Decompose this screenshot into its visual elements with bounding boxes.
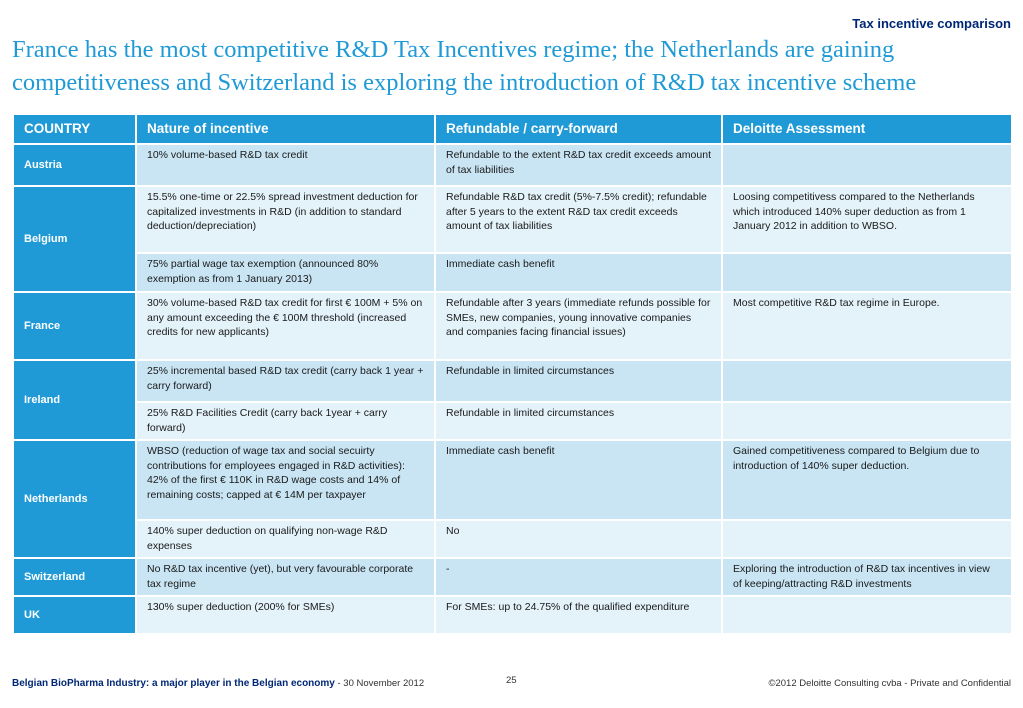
- header-nature: Nature of incentive: [136, 114, 435, 144]
- country-cell: Switzerland: [13, 558, 136, 596]
- table-row: [13, 253, 1012, 292]
- nature-cell: WBSO (reduction of wage tax and social secuirty contributions for employees engaged in R&D activities): 42% of the first € 110K in R&D wage costs and 14% of remaining costs; capped at € 14M per taxpayer: [136, 440, 435, 520]
- assessment-cell: [722, 360, 1012, 402]
- assessment-cell: Exploring the introduction of R&D tax incentives in view of keeping/attracting R&D investments: [722, 558, 1012, 596]
- table-row: [13, 596, 1012, 634]
- footer-title-text: Belgian BioPharma Industry: a major player in the Belgian economy: [12, 678, 335, 689]
- table-row: [13, 186, 1012, 253]
- refund-cell: No: [435, 520, 722, 558]
- table-row: [13, 144, 1012, 186]
- country-cell: Belgium: [13, 186, 136, 292]
- refund-cell: Immediate cash benefit: [435, 253, 722, 292]
- header-refundable: Refundable / carry-forward: [435, 114, 722, 144]
- header-country: COUNTRY: [13, 114, 136, 144]
- country-cell: Netherlands: [13, 440, 136, 558]
- nature-cell: 15.5% one-time or 22.5% spread investment deduction for capitalized investments in R&D (in addition to standard deduction/depreciation): [136, 186, 435, 253]
- assessment-cell: [722, 596, 1012, 634]
- refund-cell: Refundable R&D tax credit (5%-7.5% credit); refundable after 5 years to the extent R&D tax credit exceeds amount of tax liabilities: [435, 186, 722, 253]
- table-row: [13, 520, 1012, 558]
- footer-title: [12, 678, 424, 689]
- footer-copyright: ©2012 Deloitte Consulting cvba - Private and Confidential: [768, 678, 1011, 689]
- table-row: [13, 440, 1012, 520]
- table-row: [13, 402, 1012, 440]
- assessment-cell: Loosing competitivess compared to the Netherlands which introduced 140% super deduction as from 1 January 2012 in addition to WBSO.: [722, 186, 1012, 253]
- country-cell: France: [13, 292, 136, 360]
- nature-cell: 140% super deduction on qualifying non-wage R&D expenses: [136, 520, 435, 558]
- nature-cell: 75% partial wage tax exemption (announced 80% exemption as from 1 January 2013): [136, 253, 435, 292]
- refund-cell: Refundable to the extent R&D tax credit exceeds amount of tax liabilities: [435, 144, 722, 186]
- assessment-cell: [722, 402, 1012, 440]
- nature-cell: 30% volume-based R&D tax credit for first € 100M + 5% on any amount exceeding the € 100M threshold (increased credits for new applicants): [136, 292, 435, 360]
- assessment-cell: Most competitive R&D tax regime in Europe.: [722, 292, 1012, 360]
- section-tag: Tax incentive comparison: [852, 16, 1011, 31]
- country-cell: Austria: [13, 144, 136, 186]
- page-number: 25: [506, 675, 517, 686]
- nature-cell: 10% volume-based R&D tax credit: [136, 144, 435, 186]
- assessment-cell: [722, 253, 1012, 292]
- table-row: [13, 558, 1012, 596]
- page-headline: France has the most competitive R&D Tax Incentives regime; the Netherlands are gaining competitiveness and Switzerland is exploring the introduction of R&D tax incentive scheme: [12, 36, 917, 96]
- assessment-cell: Gained competitiveness compared to Belgium due to introduction of 140% super deduction.: [722, 440, 1012, 520]
- refund-cell: For SMEs: up to 24.75% of the qualified expenditure: [435, 596, 722, 634]
- incentive-table: [12, 113, 1013, 635]
- refund-cell: Refundable in limited circumstances: [435, 402, 722, 440]
- refund-cell: Refundable after 3 years (immediate refunds possible for SMEs, new companies, young innovative companies and companies facing financial issues): [435, 292, 722, 360]
- assessment-cell: [722, 520, 1012, 558]
- assessment-cell: [722, 144, 1012, 186]
- nature-cell: No R&D tax incentive (yet), but very favourable corporate tax regime: [136, 558, 435, 596]
- table-row: [13, 360, 1012, 402]
- refund-cell: Immediate cash benefit: [435, 440, 722, 520]
- header-assessment: Deloitte Assessment: [722, 114, 1012, 144]
- table-header-row: [13, 114, 1012, 144]
- refund-cell: Refundable in limited circumstances: [435, 360, 722, 402]
- refund-cell: -: [435, 558, 722, 596]
- country-cell: Ireland: [13, 360, 136, 440]
- nature-cell: 25% R&D Facilities Credit (carry back 1year + carry forward): [136, 402, 435, 440]
- country-cell: UK: [13, 596, 136, 634]
- nature-cell: 25% incremental based R&D tax credit (carry back 1 year + carry forward): [136, 360, 435, 402]
- footer-date: - 30 November 2012: [334, 678, 425, 689]
- table-row: [13, 292, 1012, 360]
- nature-cell: 130% super deduction (200% for SMEs): [136, 596, 435, 634]
